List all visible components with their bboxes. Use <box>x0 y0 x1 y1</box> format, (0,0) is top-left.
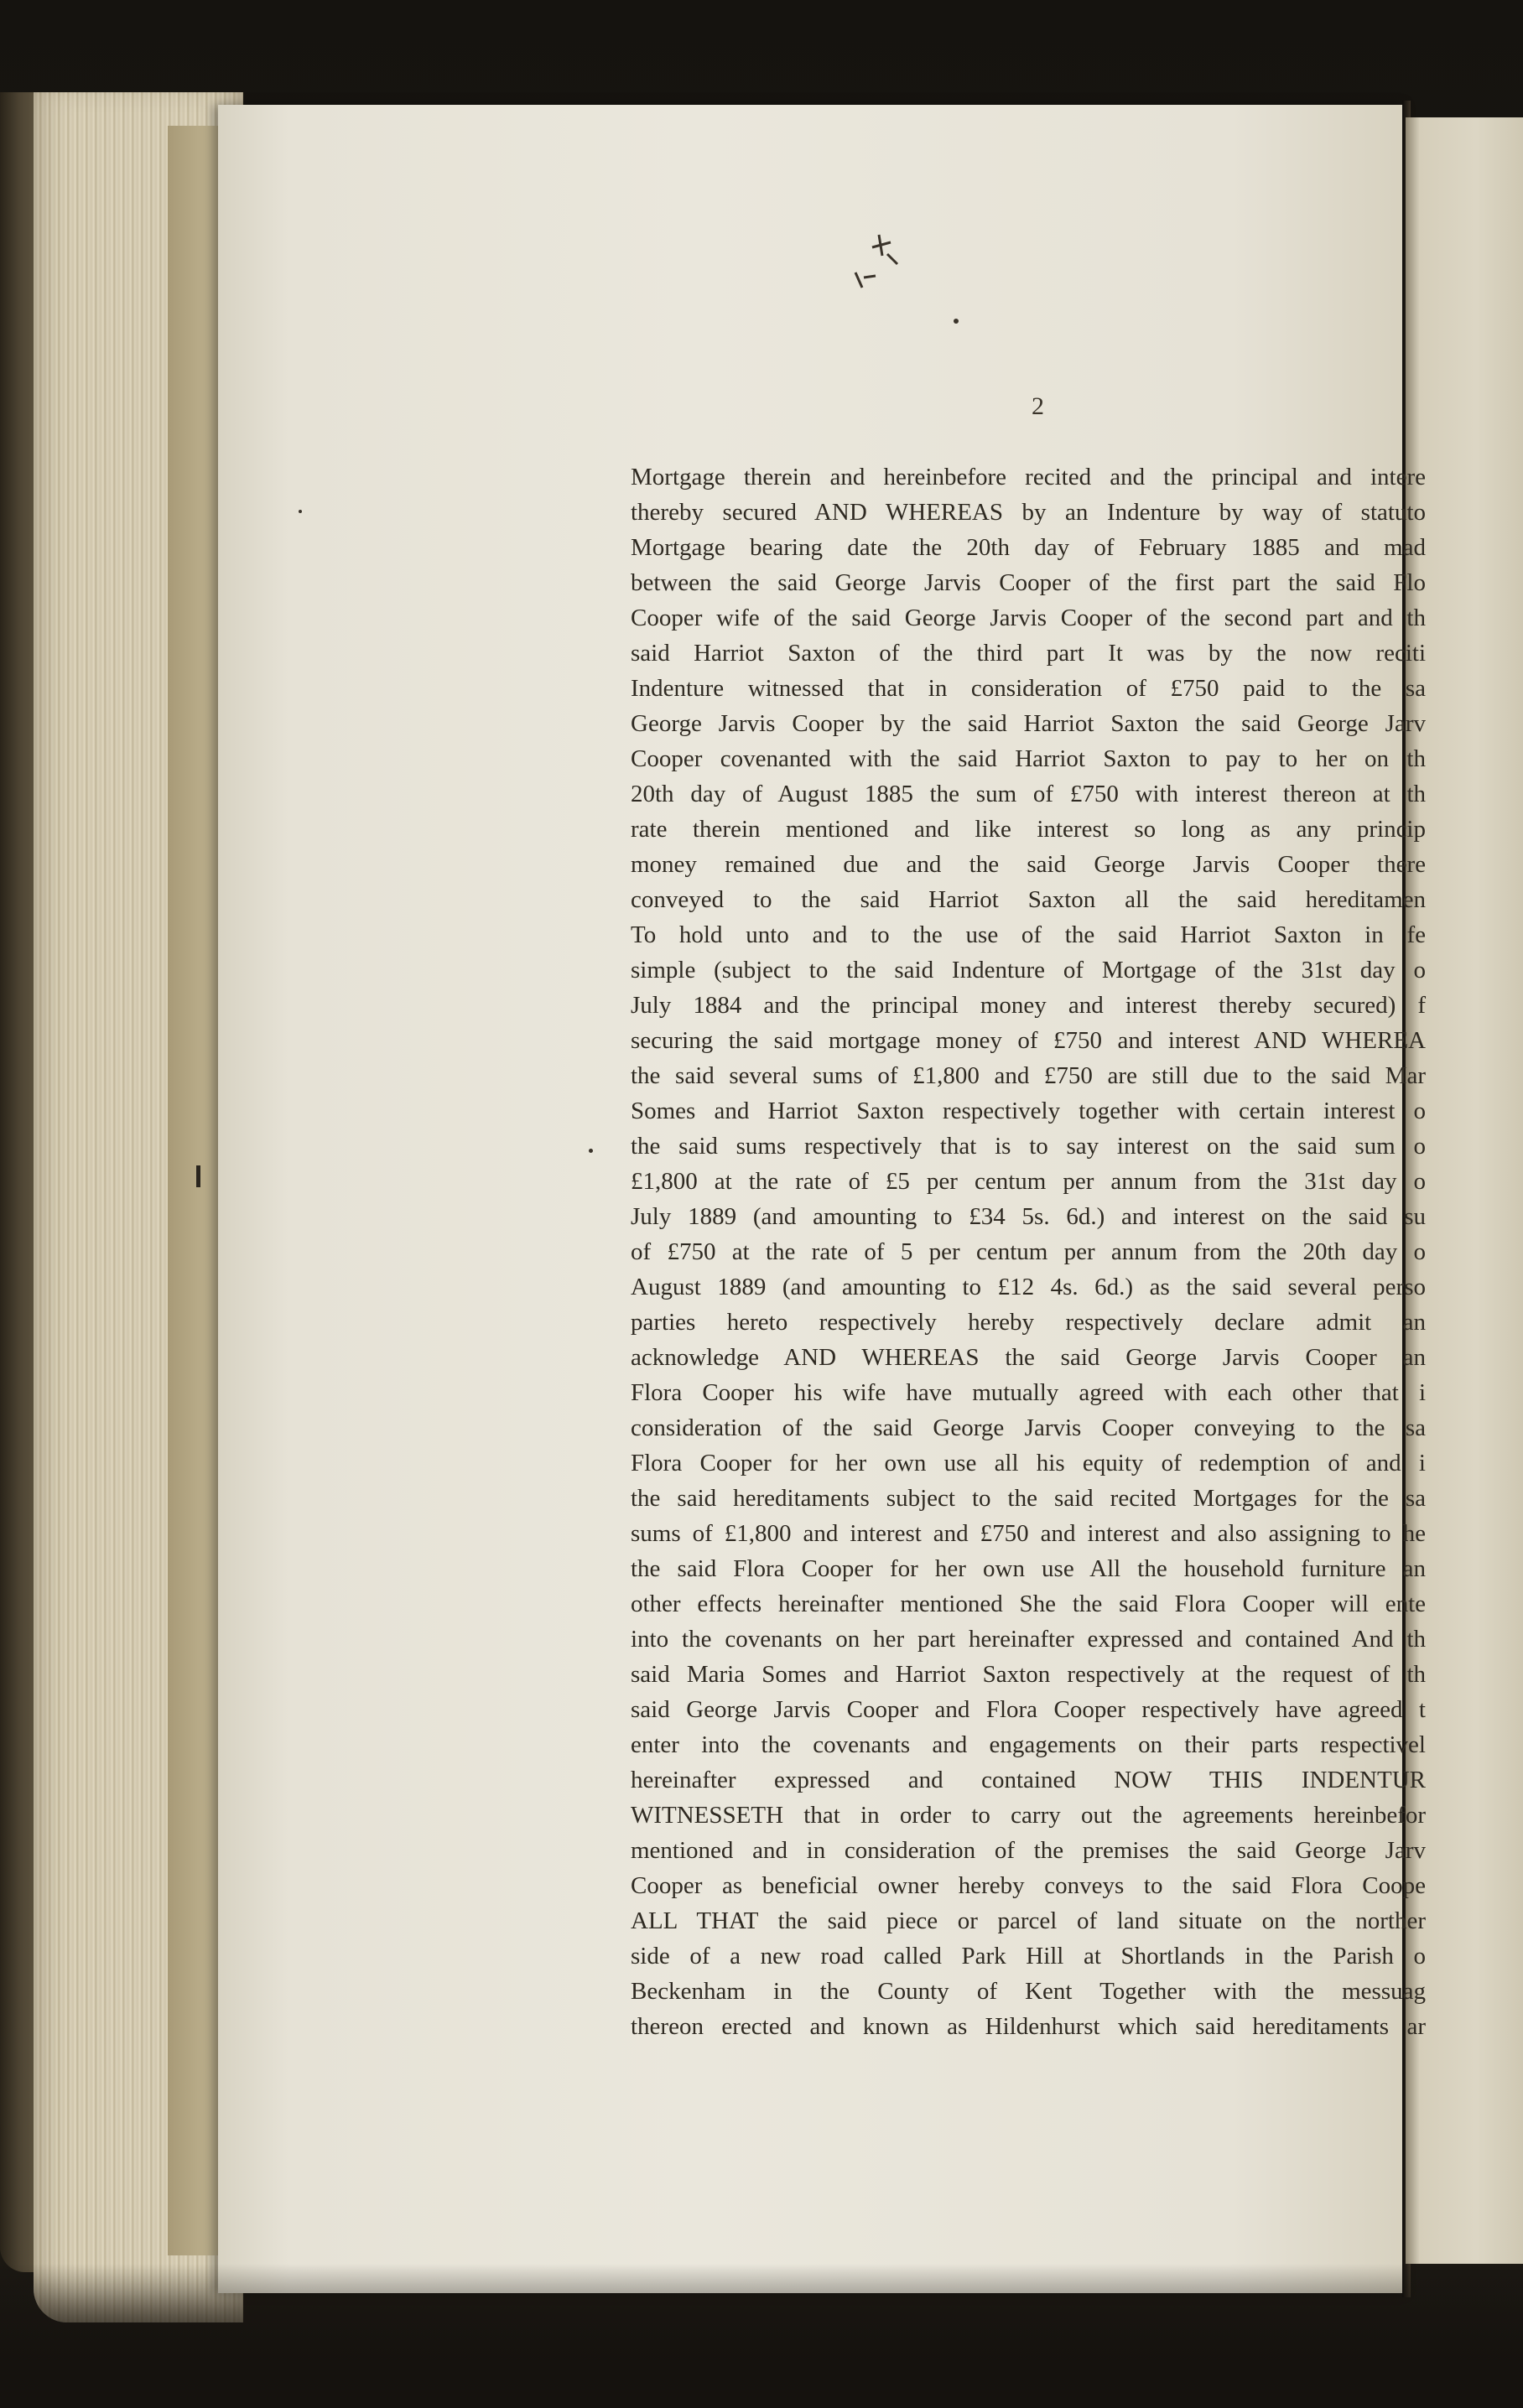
text-line: Mortgage bearing date the 20th day of February 1885 and mad <box>631 534 1426 561</box>
text-line: George Jarvis Cooper by the said Harriot Saxton the said George Jarv <box>631 710 1426 737</box>
text-line: said Harriot Saxton of the third part It was by the now reciti <box>631 640 1426 667</box>
page-stack-edges <box>34 92 243 2322</box>
text-line: Mortgage therein and hereinbefore recited and the principal and intere <box>631 464 1426 490</box>
text-line: Indenture witnessed that in consideration of £750 paid to the sa <box>631 675 1426 702</box>
text-line: £1,800 at the rate of £5 per centum per annum from the 31st day o <box>631 1168 1426 1195</box>
text-line: said George Jarvis Cooper and Flora Cooper respectively have agreed t <box>631 1696 1426 1723</box>
text-line: August 1889 (and amounting to £12 4s. 6d.) as the said several perso <box>631 1274 1426 1300</box>
text-line: money remained due and the said George Jarvis Cooper there <box>631 851 1426 878</box>
text-line: Flora Cooper his wife have mutually agreed with each other that i <box>631 1379 1426 1406</box>
text-line: into the covenants on her part hereinafter expressed and contained And th <box>631 1626 1426 1653</box>
text-line: thereon erected and known as Hildenhurst which said hereditaments ar <box>631 2013 1426 2040</box>
text-line: thereby secured AND WHEREAS by an Indenture by way of statuto <box>631 499 1426 526</box>
bottom-shadow <box>0 2264 1523 2408</box>
ink-dot <box>299 510 302 513</box>
text-line: Flora Cooper for her own use all his equity of redemption of and i <box>631 1450 1426 1476</box>
text-line: simple (subject to the said Indenture of Mortgage of the 31st day o <box>631 957 1426 983</box>
text-line: side of a new road called Park Hill at Shortlands in the Parish o <box>631 1943 1426 1969</box>
text-line: parties hereto respectively hereby respectively declare admit an <box>631 1309 1426 1336</box>
text-line: the said several sums of £1,800 and £750 are still due to the said Mar <box>631 1062 1426 1089</box>
ink-dot <box>196 1165 200 1187</box>
ink-dot <box>589 1149 593 1153</box>
text-line: enter into the covenants and engagements on their parts respectivel <box>631 1731 1426 1758</box>
text-line: conveyed to the said Harriot Saxton all the said hereditamen <box>631 886 1426 913</box>
text-line: sums of £1,800 and interest and £750 and interest and also assigning to he <box>631 1520 1426 1547</box>
text-line: Cooper wife of the said George Jarvis Cooper of the second part and th <box>631 605 1426 631</box>
text-line: rate therein mentioned and like interest so long as any princip <box>631 816 1426 843</box>
text-line: the said Flora Cooper for her own use All the household furniture an <box>631 1555 1426 1582</box>
text-line: Cooper covenanted with the said Harriot Saxton to pay to her on th <box>631 745 1426 772</box>
text-line: other effects hereinafter mentioned She the said Flora Cooper will ente <box>631 1591 1426 1617</box>
text-line: of £750 at the rate of 5 per centum per annum from the 20th day o <box>631 1238 1426 1265</box>
page-number: 2 <box>1032 392 1044 420</box>
text-line: securing the said mortgage money of £750 and interest AND WHEREA <box>631 1027 1426 1054</box>
text-line: between the said George Jarvis Cooper of the first part the said Flo <box>631 569 1426 596</box>
document-body-text <box>631 459 1426 2044</box>
text-line: said Maria Somes and Harriot Saxton respectively at the request of th <box>631 1661 1426 1688</box>
text-line: Beckenham in the County of Kent Together with the messuag <box>631 1978 1426 2005</box>
text-line: ALL THAT the said piece or parcel of land situate on the norther <box>631 1907 1426 1934</box>
ink-mark <box>839 222 914 306</box>
text-line: Somes and Harriot Saxton respectively together with certain interest o <box>631 1098 1426 1124</box>
text-line: Cooper as beneficial owner hereby conveys to the said Flora Coope <box>631 1872 1426 1899</box>
text-line: 20th day of August 1885 the sum of £750 with interest thereon at th <box>631 781 1426 807</box>
ink-dot <box>954 319 959 324</box>
text-line: the said sums respectively that is to say interest on the said sum o <box>631 1133 1426 1160</box>
text-line: WITNESSETH that in order to carry out the agreements hereinbefor <box>631 1802 1426 1829</box>
text-line: acknowledge AND WHEREAS the said George Jarvis Cooper an <box>631 1344 1426 1371</box>
text-line: the said hereditaments subject to the said recited Mortgages for the sa <box>631 1485 1426 1512</box>
text-line: To hold unto and to the use of the said Harriot Saxton in fe <box>631 921 1426 948</box>
text-line: July 1889 (and amounting to £34 5s. 6d.) and interest on the said su <box>631 1203 1426 1230</box>
text-line: July 1884 and the principal money and interest thereby secured) f <box>631 992 1426 1019</box>
text-line: mentioned and in consideration of the premises the said George Jarv <box>631 1837 1426 1864</box>
text-line: consideration of the said George Jarvis Cooper conveying to the sa <box>631 1414 1426 1441</box>
text-line: hereinafter expressed and contained NOW THIS INDENTUR <box>631 1767 1426 1793</box>
